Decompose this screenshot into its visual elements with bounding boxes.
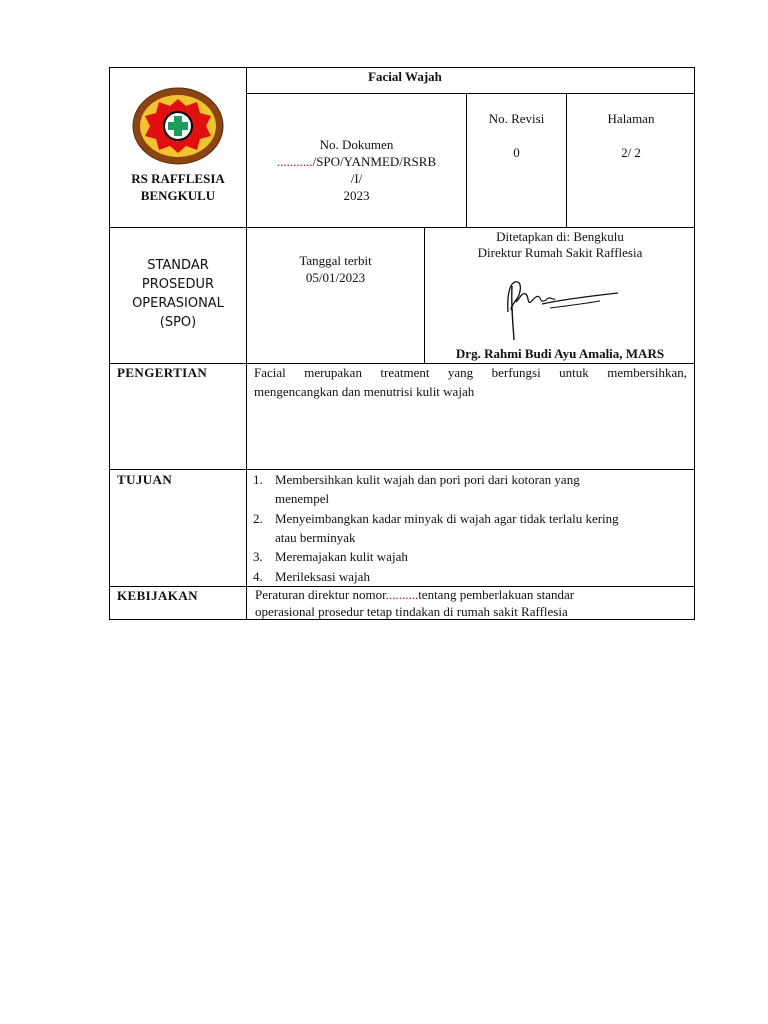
revision-value: 0	[513, 145, 520, 160]
approval-place: Ditetapkan di: Bengkulu	[496, 229, 624, 244]
doc-number-line2: /I/	[350, 171, 363, 186]
issued-label: Tanggal terbit	[299, 253, 372, 268]
list-item	[253, 471, 693, 507]
doc-number-main: /SPO/YANMED/RSRB	[312, 154, 437, 169]
page-value: 2/ 2	[621, 145, 641, 160]
doc-number-label: No. Dokumen	[319, 137, 394, 152]
spo-line3: OPERASIONAL	[132, 296, 224, 311]
doc-year: 2023	[343, 188, 370, 203]
spo-line1: STANDAR	[147, 258, 209, 273]
pengertian-line1: Facial merupakan treatment yang berfungsi untuk membersihkan,	[254, 365, 687, 380]
revision-label: No. Revisi	[488, 111, 545, 126]
list-number: 4.	[253, 569, 263, 584]
kebijakan-heading: KEBIJAKAN	[117, 588, 198, 603]
doc-number	[247, 153, 466, 170]
page-label: Halaman	[607, 111, 655, 126]
signature-image	[500, 278, 626, 344]
row-divider	[246, 93, 695, 94]
kebijakan-line1	[255, 586, 574, 603]
approval-role: Direktur Rumah Sakit Rafflesia	[477, 245, 643, 260]
hospital-name-line2: BENGKULU	[140, 188, 216, 203]
kebijakan-pre: Peraturan direktur nomor	[255, 587, 386, 602]
hospital-logo	[131, 86, 225, 166]
list-item-text-cont: menempel	[275, 491, 330, 506]
list-number: 1.	[253, 472, 263, 487]
list-number: 3.	[253, 549, 263, 564]
list-number: 2.	[253, 511, 263, 526]
tujuan-heading: TUJUAN	[117, 472, 173, 487]
hospital-name-line1: RS RAFFLESIA	[131, 171, 225, 186]
spo-line4: (SPO)	[159, 315, 197, 330]
list-item	[253, 568, 693, 586]
list-item-text: Meremajakan kulit wajah	[275, 549, 408, 564]
list-item	[253, 510, 693, 546]
kebijakan-post: tentang pemberlakuan standar	[418, 587, 575, 602]
list-item-text: Menyeimbangkan kadar minyak di wajah agar tidak terlalu kering	[275, 511, 619, 526]
list-item-text: Merileksasi wajah	[275, 569, 370, 584]
approval-signer: Drg. Rahmi Budi Ayu Amalia, MARS	[455, 346, 665, 361]
pengertian-heading: PENGERTIAN	[117, 365, 208, 380]
pengertian-line2: mengencangkan dan menutrisi kulit wajah	[254, 384, 475, 399]
kebijakan-line2: operasional prosedur tetap tindakan di rumah sakit Rafflesia	[255, 604, 568, 619]
spo-line2: PROSEDUR	[141, 277, 215, 292]
list-item	[253, 548, 693, 566]
document-title: Facial Wajah	[368, 69, 442, 84]
kebijakan-dots: ..........	[385, 587, 419, 602]
list-item-text-cont: atau berminyak	[275, 530, 356, 545]
list-item-text: Membersihkan kulit wajah dan pori pori dari kotoran yang	[275, 472, 580, 487]
row-divider	[109, 469, 695, 470]
issued-date: 05/01/2023	[305, 270, 366, 285]
doc-number-dots: ...........	[276, 154, 313, 169]
